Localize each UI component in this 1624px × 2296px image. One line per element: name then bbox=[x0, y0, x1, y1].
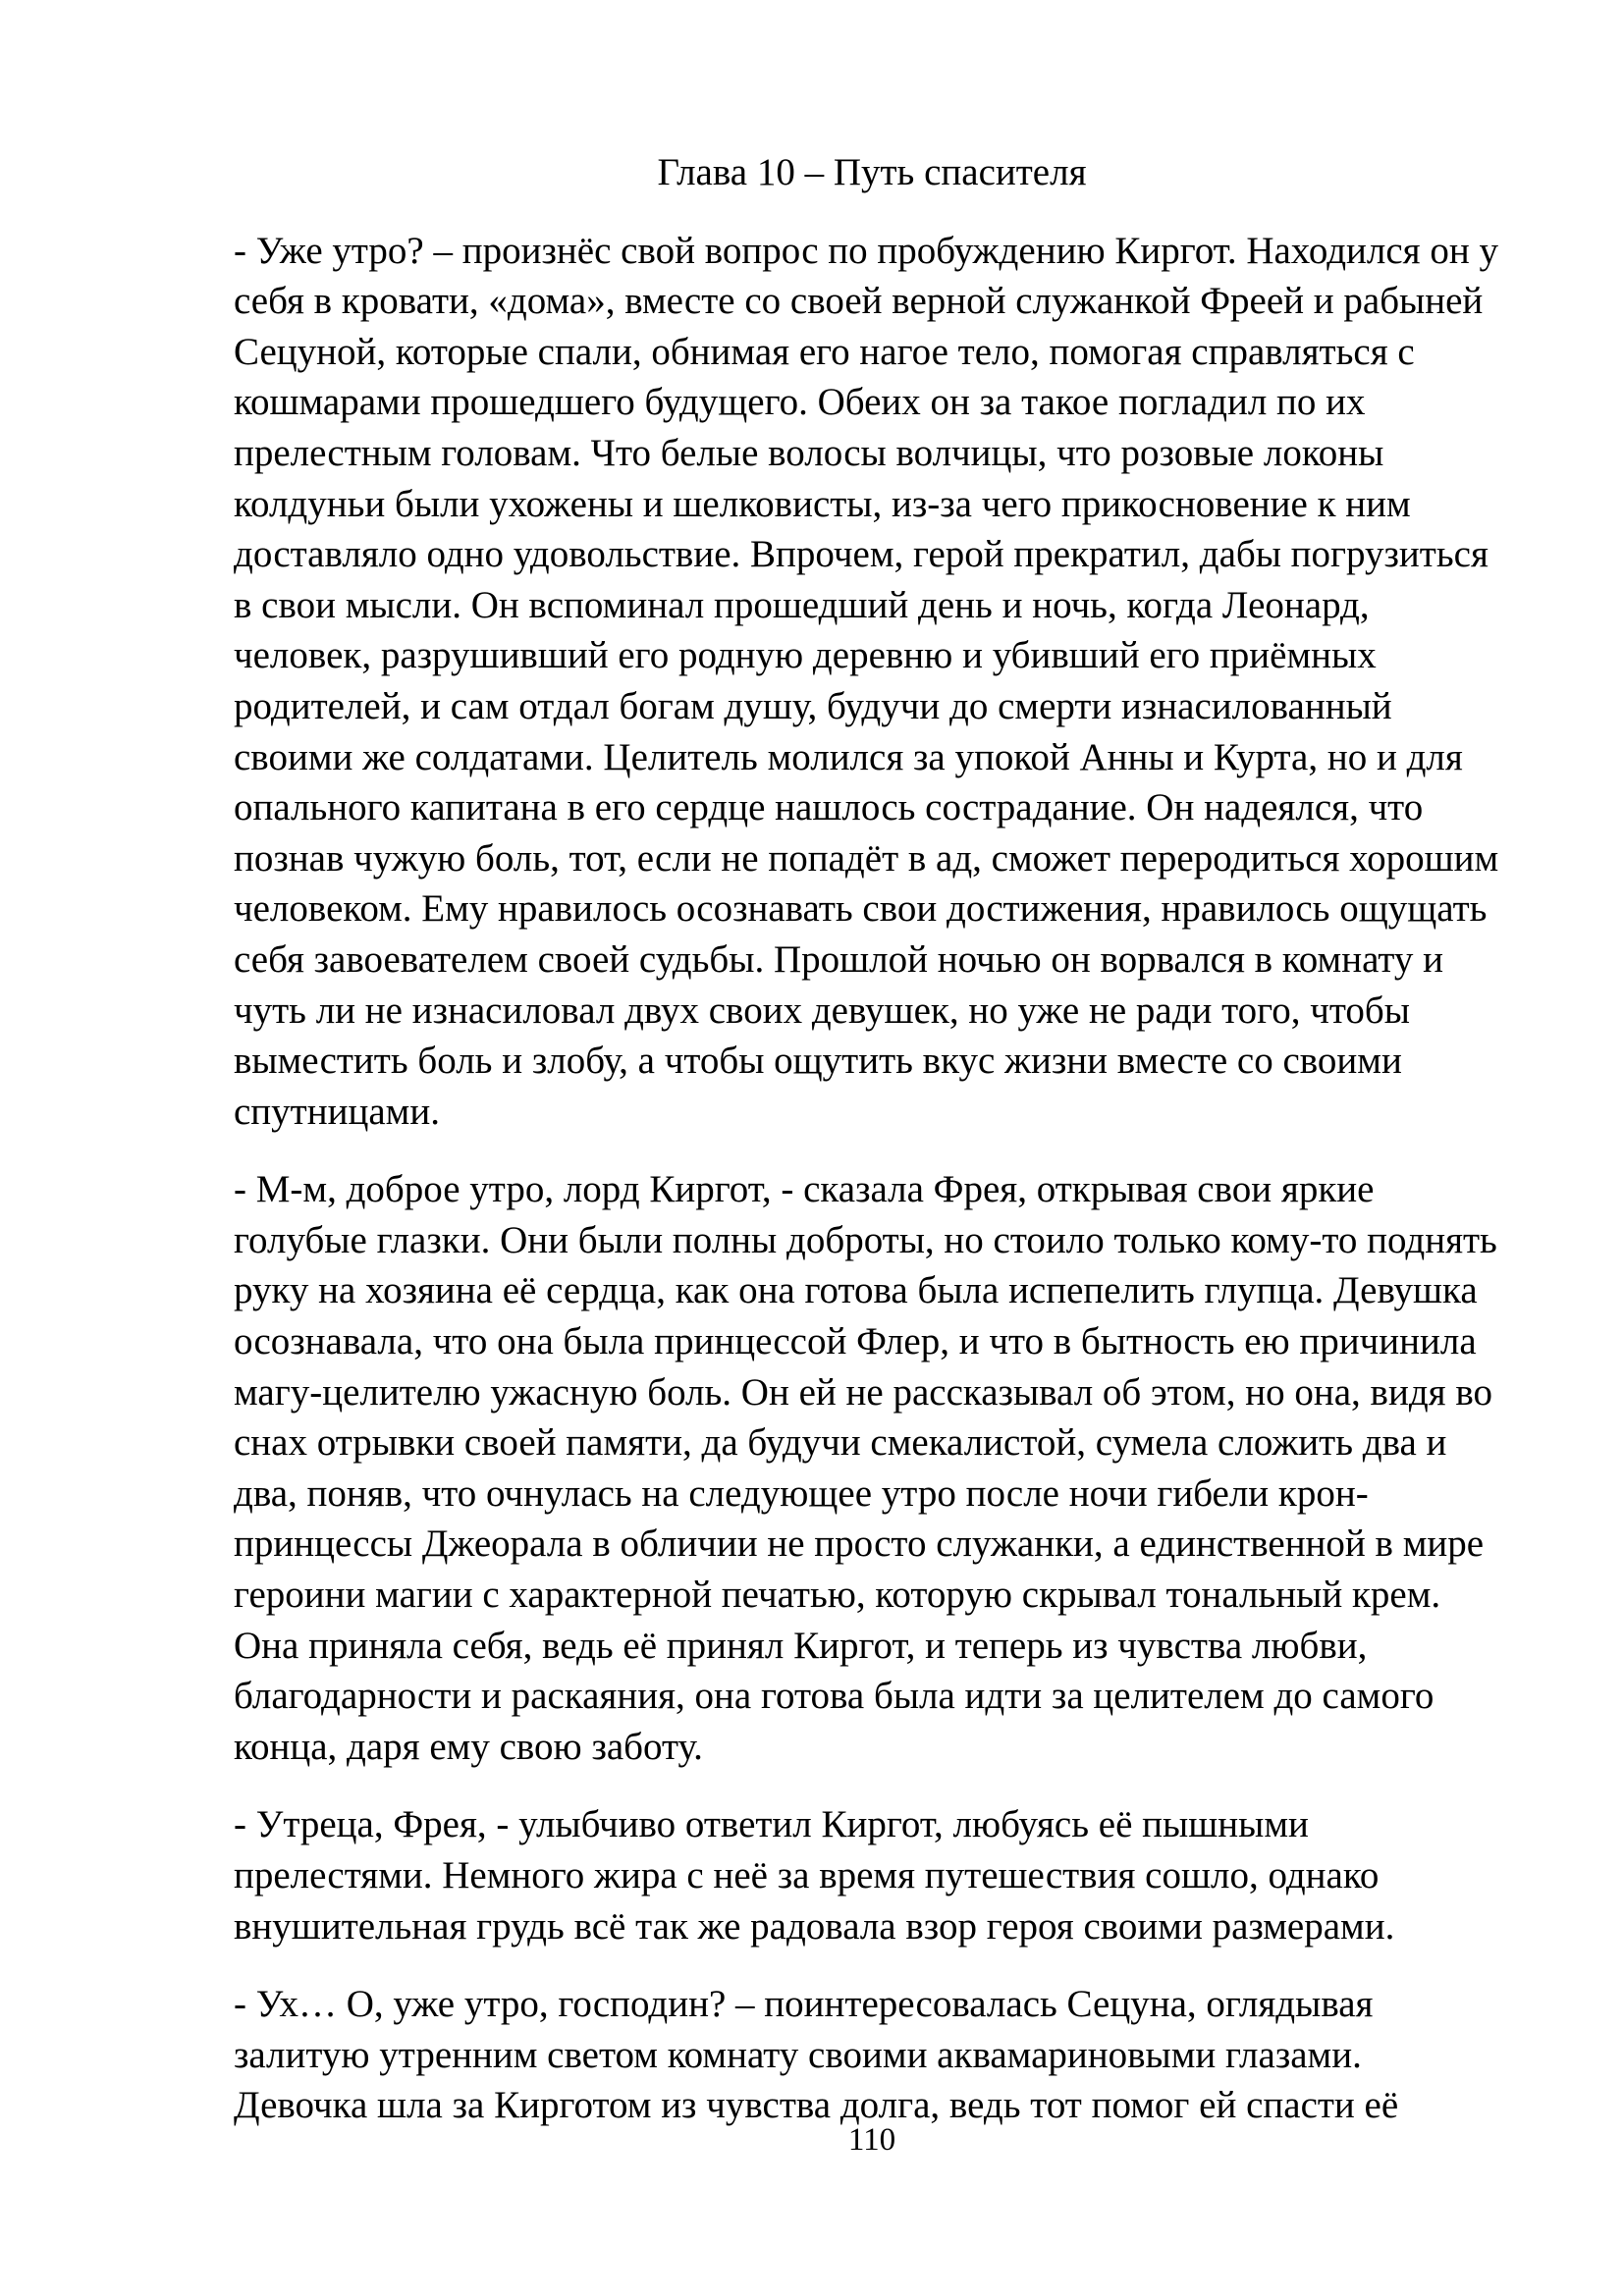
text-line: прелестями. Немного жира с неё за время путешествия сошло, однако bbox=[234, 1854, 1380, 1896]
text-line: героини магии с характерной печатью, которую скрывал тональный крем. bbox=[234, 1574, 1441, 1617]
text-line: конца, даря ему свою заботу. bbox=[234, 1725, 703, 1768]
text-line: - Утреца, Фрея, - улыбчиво ответил Киргот, любуясь её пышными bbox=[234, 1803, 1309, 1846]
text-line: в свои мысли. Он вспоминал прошедший день и ночь, когда Леонард, bbox=[234, 583, 1370, 626]
text-line: человеком. Ему нравилось осознавать свои достижения, нравилось ощущать bbox=[234, 887, 1488, 931]
text-line: прелестным головам. Что белые волосы волчицы, что розовые локоны bbox=[234, 431, 1384, 474]
text-line: спутницами. bbox=[234, 1090, 440, 1133]
text-line: чуть ли не изнасиловал двух своих девушек, но уже не ради того, чтобы bbox=[234, 988, 1410, 1032]
text-line: два, поняв, что очнулась на следующее утро после ночи гибели крон- bbox=[234, 1471, 1369, 1515]
text-line: осознавала, что она была принцессой Флер, и что в бытность ею причинила bbox=[234, 1320, 1477, 1363]
text-line: принцессы Джеорала в обличии не просто служанки, а единственной в мире bbox=[234, 1522, 1485, 1566]
text-line: доставляло одно удовольствие. Впрочем, герой прекратил, дабы погрузиться bbox=[234, 533, 1489, 576]
text-line: выместить боль и злобу, а чтобы ощутить вкус жизни вместе со своими bbox=[234, 1040, 1402, 1083]
text-line: снах отрывки своей памяти, да будучи смекалистой, сумела сложить два и bbox=[234, 1421, 1447, 1465]
chapter-title: Глава 10 – Путь спасителя bbox=[657, 151, 1087, 193]
text-line: залитую утренним светом комнату своими аквамариновыми глазами. bbox=[234, 2033, 1362, 2076]
paragraph bbox=[234, 1164, 1510, 1772]
text-line: своими же солдатами. Целитель молился за упокой Анны и Курта, но и для bbox=[234, 735, 1463, 778]
text-line: - Ух… О, уже утро, господин? – поинтересовалась Сецуна, оглядывая bbox=[234, 1983, 1374, 2026]
text-line: внушительная грудь всё так же радовала взор героя своими размерами. bbox=[234, 1904, 1395, 1948]
text-line: себя завоевателем своей судьбы. Прошлой ночью он ворвался в комнату и bbox=[234, 937, 1444, 981]
text-line: Девочка шла за Кирготом из чувства долга, ведь тот помог ей спасти её bbox=[234, 2084, 1399, 2127]
text-line: голубые глазки. Они были полны доброты, но стоило только кому-то поднять bbox=[234, 1218, 1497, 1261]
text-line: - М-м, доброе утро, лорд Киргот, - сказала Фрея, открывая свои яркие bbox=[234, 1168, 1375, 1211]
text-line: опального капитана в его сердце нашлось сострадание. Он надеялся, что bbox=[234, 786, 1424, 829]
paragraph bbox=[234, 226, 1510, 1138]
document-body bbox=[234, 226, 1510, 2131]
text-line: кошмарами прошедшего будущего. Обеих он за такое погладил по их bbox=[234, 381, 1366, 424]
text-line: Сецуной, которые спали, обнимая его нагое тело, помогая справляться с bbox=[234, 330, 1415, 373]
text-line: магу-целителю ужасную боль. Он ей не рассказывал об этом, но она, видя во bbox=[234, 1370, 1492, 1414]
text-line: человек, разрушивший его родную деревню и убивший его приёмных bbox=[234, 634, 1377, 677]
text-line: родителей, и сам отдал богам душу, будучи до смерти изнасилованный bbox=[234, 684, 1392, 727]
text-line: колдуньи были ухожены и шелковисты, из-за чего прикосновение к ним bbox=[234, 482, 1411, 525]
text-line: руку на хозяина её сердца, как она готова была испепелить глупца. Девушка bbox=[234, 1269, 1478, 1312]
text-line: себя в кровати, «дома», вместе со своей верной служанкой Фреей и рабыней bbox=[234, 280, 1484, 323]
text-line: - Уже утро? – произнёс свой вопрос по пробуждению Киргот. Находился он у bbox=[234, 229, 1498, 272]
paragraph bbox=[234, 1799, 1510, 1951]
text-line: познав чужую боль, тот, если не попадёт в ад, сможет переродиться хорошим bbox=[234, 836, 1499, 880]
paragraph bbox=[234, 1979, 1510, 2131]
text-line: Она приняла себя, ведь её принял Киргот, и теперь из чувства любви, bbox=[234, 1624, 1368, 1667]
page-number: 110 bbox=[847, 2122, 896, 2158]
text-line: благодарности и раскаяния, она готова была идти за целителем до самого bbox=[234, 1675, 1435, 1718]
